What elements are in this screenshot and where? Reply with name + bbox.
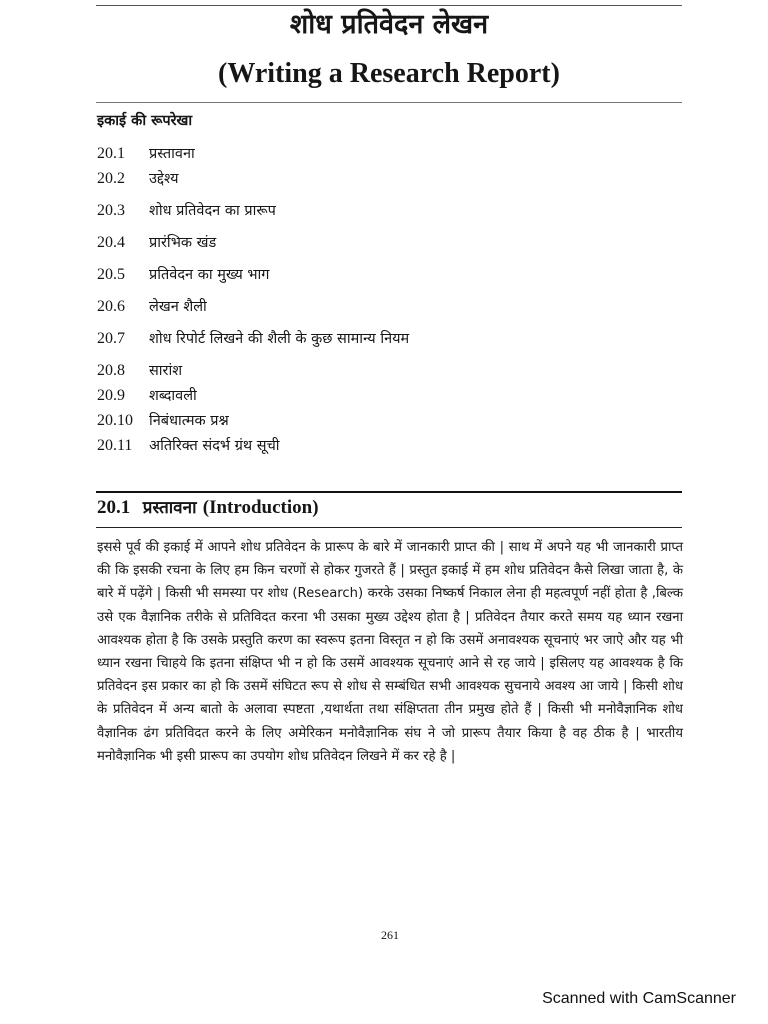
- toc-item-label: उद्देश्य: [149, 171, 179, 187]
- toc-item: [97, 434, 280, 458]
- toc-item-label: निबंधात्मक प्रश्न: [149, 413, 229, 429]
- section-body-paragraph: इससे पूर्व की इकाई में आपने शोध प्रतिवेदन के प्रारूप के बारे में जानकारी प्राप्त की | साथ में अपने यह भी जानकारी प्राप्त की कि इसकी रचना के लिए हम किन चरणों से होकर गुजरते हैं | प्रस्तुत इकाई में हम शोध प्रतिवेदन कैसे लिखा जाता है, के बारे में पढ़ेंगे | किसी भी समस्या पर शोध (Research) करके उसका निष्कर्ष निकाल लेना ही महत्वपूर्ण नहीं होता है ,बिल्क उसे एक वैज्ञानिक तरीके से प्रतिविदत करना भी उसका मुख्य उद्देश्य होता है | प्रतिवेदन तैयार करते समय यह ध्यान रखना आवश्यक होता है कि उसके प्रस्तुति करण का स्वरूप इतना विस्तृत न हो कि उसमें अनावश्यक सूचनाएं भर जाऐ और यह भी ध्यान रखना चािहये कि इतना संक्षिप्त भी न हो कि उसमें आवश्यक सूचनाएं आने से रह जाये | इसिलए यह आवश्यक है कि प्रतिवेदन इस प्रकार का हो कि उसमें संघिटत रूप से शोध से सम्बंधित सभी आवश्यक सुचनाये अवश्य आ जाये | किसी शोध के प्रतिवेदन में अन्य बातो के अलावा स्पष्टता ,यथार्थता तथा संक्षिप्तता तीन प्रमुख होते हैं | किसी भी मनोवैज्ञानिक शोध वैज्ञानिक ढंग प्रतिविदत करने के लिए अमेरिकन मनोवैज्ञानिक संघ ने जो प्रारूप तैयार किया है वह ठीक है | भारतीय मनोवैज्ञानिक भी इसी प्रारूप का उपयोग शोध प्रतिवेदन लिखने में कर रहे है |: [97, 540, 683, 764]
- toc-item-number: 20.6: [97, 298, 125, 315]
- toc-item: [97, 199, 276, 223]
- toc-item-label: अतिरिक्त संदर्भ ग्रंथ सूची: [149, 438, 280, 454]
- section-number: 20.1: [97, 497, 131, 518]
- toc-item: [97, 263, 269, 287]
- toc-item-label: प्रस्तावना: [149, 146, 195, 162]
- toc-item-number: 20.9: [97, 387, 125, 404]
- toc-item-label: शब्दावली: [149, 388, 197, 404]
- toc-item-number: 20.7: [97, 330, 125, 347]
- toc-item: [97, 384, 197, 408]
- outline-heading: इकाई की रूपरेखा: [97, 113, 193, 129]
- toc-item-label: शोध प्रतिवेदन का प्रारूप: [149, 203, 276, 219]
- section-top-rule: [96, 491, 682, 493]
- toc-item-label: प्रतिवेदन का मुख्य भाग: [149, 267, 270, 283]
- page-number: 261: [381, 928, 399, 942]
- toc-item: [97, 231, 216, 255]
- toc-item-number: 20.3: [97, 202, 125, 219]
- toc-item-number: 20.4: [97, 234, 125, 251]
- toc-item-label: शोध रिपोर्ट लिखने की शैली के कुछ सामान्य नियम: [149, 331, 410, 347]
- toc-item-number: 20.10: [97, 412, 133, 429]
- toc-item: [97, 142, 195, 166]
- toc-item-number: 20.5: [97, 266, 125, 283]
- toc-item: [97, 167, 179, 191]
- toc-item-number: 20.11: [97, 437, 133, 454]
- toc-item: [97, 295, 207, 319]
- toc-item-label: लेखन शैली: [149, 299, 207, 315]
- toc-item-label: सारांश: [149, 363, 183, 379]
- title-divider: [96, 102, 682, 103]
- section-heading: [97, 495, 319, 519]
- toc-item: [97, 327, 409, 351]
- camscanner-watermark: Scanned with CamScanner: [542, 990, 736, 1007]
- toc-item: [97, 359, 182, 383]
- toc-item-number: 20.8: [97, 362, 125, 379]
- toc-item: [97, 409, 229, 433]
- toc-item-number: 20.1: [97, 145, 125, 162]
- section-title-hindi: प्रस्तावना: [142, 498, 197, 518]
- section-title-english: (Introduction): [202, 497, 319, 518]
- page-title-hindi: शोध प्रतिवेदन लेखन: [289, 9, 489, 40]
- toc-item-label: प्रारंभिक खंड: [149, 235, 217, 251]
- page-title-english: (Writing a Research Report): [218, 58, 560, 89]
- toc-item-number: 20.2: [97, 170, 125, 187]
- section-bottom-rule: [96, 527, 682, 528]
